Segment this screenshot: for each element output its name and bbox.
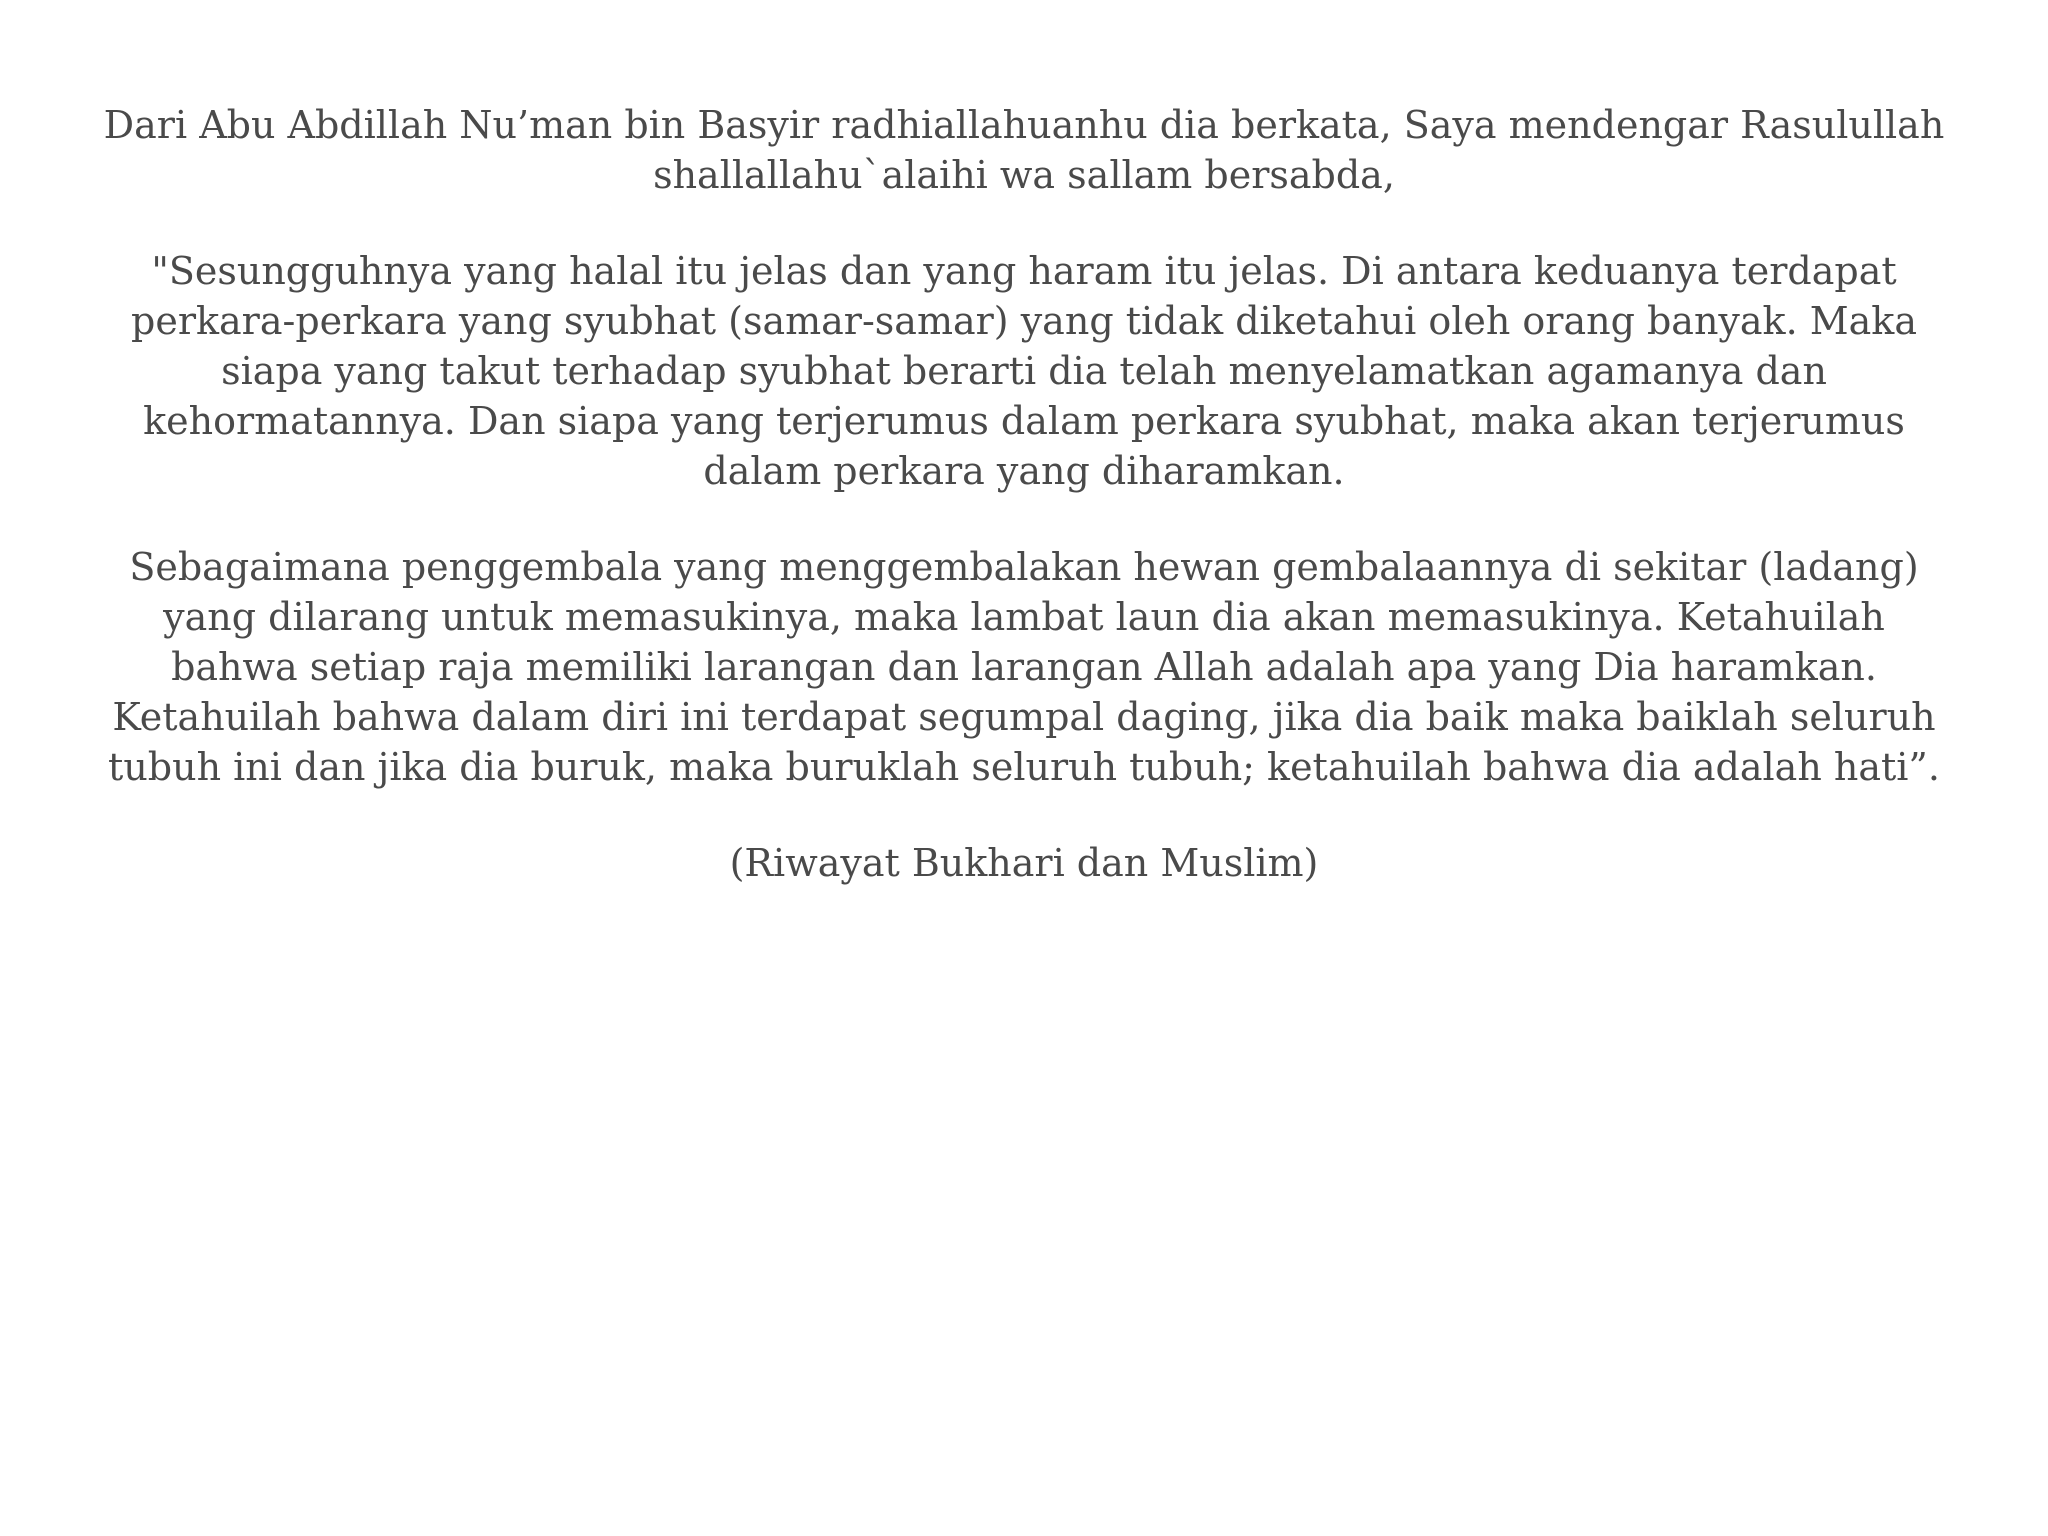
hadith1-line-5: dalam perkara yang diharamkan. [703, 449, 1345, 493]
source-line: (Riwayat Bukhari dan Muslim) [729, 841, 1319, 885]
hadith1-line-1: "Sesungguhnya yang halal itu jelas dan yang haram itu jelas. Di antara keduanya terdapat [151, 249, 1897, 293]
intro-paragraph [100, 100, 1948, 200]
hadith2-line-1: Sebagaimana penggembala yang menggembalakan hewan gembalaannya di sekitar (ladang) [129, 545, 1919, 589]
hadith-paragraph-2 [100, 542, 1948, 792]
hadith1-line-4: kehormatannya. Dan siapa yang terjerumus dalam perkara syubhat, maka akan terjerumus [143, 399, 1905, 443]
hadith1-line-3: siapa yang takut terhadap syubhat berarti dia telah menyelamatkan agamanya dan [221, 349, 1827, 393]
hadith2-line-5: tubuh ini dan jika dia buruk, maka buruklah seluruh tubuh; ketahuilah bahwa dia adalah hati”. [108, 745, 1940, 789]
source-citation [100, 838, 1948, 888]
hadith1-line-2: perkara-perkara yang syubhat (samar-samar) yang tidak diketahui oleh orang banyak. Maka [131, 299, 1917, 343]
hadith-paragraph-1 [100, 246, 1948, 496]
hadith-text-block [100, 100, 1948, 934]
intro-line-1: Dari Abu Abdillah Nu’man bin Basyir radhiallahuanhu dia berkata, Saya mendengar Rasulullah [103, 103, 1945, 147]
hadith2-line-3: bahwa setiap raja memiliki larangan dan larangan Allah adalah apa yang Dia haramkan. [171, 645, 1877, 689]
intro-line-2: shallallahu`alaihi wa sallam bersabda, [653, 153, 1395, 197]
hadith2-line-2: yang dilarang untuk memasukinya, maka lambat laun dia akan memasukinya. Ketahuilah [163, 595, 1885, 639]
hadith2-line-4: Ketahuilah bahwa dalam diri ini terdapat segumpal daging, jika dia baik maka baiklah seluruh [112, 695, 1936, 739]
